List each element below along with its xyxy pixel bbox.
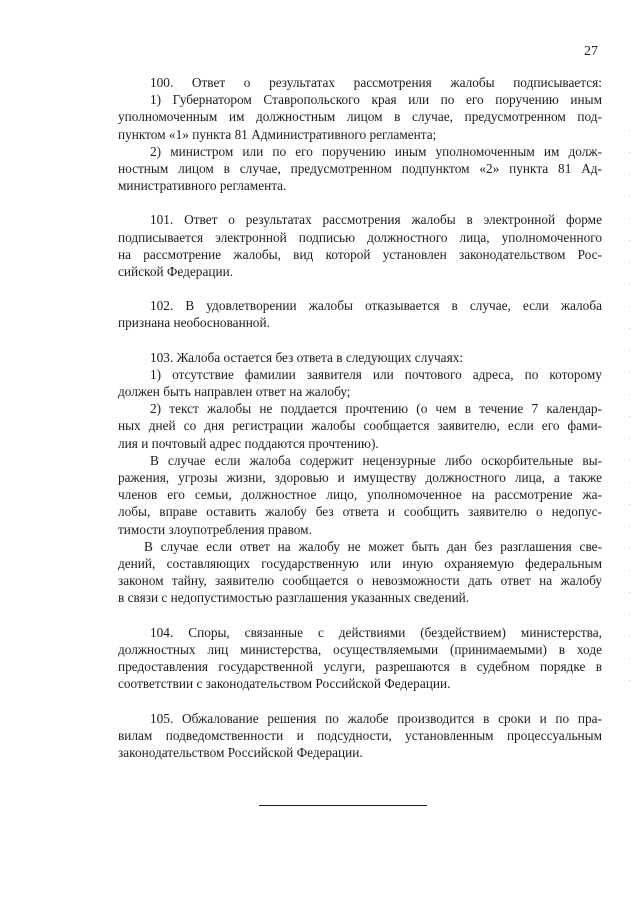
paragraph-line: В случае если ответ на жалобу не может быть дан без разглашения све- [144, 538, 602, 554]
paragraph-103 [118, 349, 602, 607]
paragraph-line: уполномоченным им должностным лицом в случае, предусмотренном под- [118, 109, 602, 125]
paragraph-line: подписывается электронной подписью должностного лица, уполномоченного [118, 229, 602, 245]
paragraph-105 [118, 710, 602, 762]
paragraph-line: лобы, вправе оставить жалобу без ответа и сообщить заявителю о недопус- [118, 504, 602, 520]
paragraph-line: вилам подведомственности и подсудности, установленным процессуальным [118, 727, 602, 743]
paragraph-line: 105. Обжалование решения по жалобе производится в сроки и по пра- [150, 710, 602, 726]
paragraph-104 [118, 624, 602, 693]
paragraph-line: ностным лицом в случае, предусмотренном подпунктом «2» пункта 81 Ад- [118, 161, 602, 177]
paragraph-101 [118, 211, 602, 280]
paragraph-line: 1) Губернатором Ставропольского края или по его поручению иным [150, 92, 602, 108]
paragraph-line: 2) министром или по его поручению иным уполномоченным им долж- [150, 143, 602, 159]
paragraph-line: министративного регламента. [118, 178, 287, 194]
document-body [118, 74, 602, 761]
paragraph-line: предоставления государственной услуги, разрешаются в судебном порядке в [118, 659, 602, 675]
paragraph-line: 101. Ответ о результатах рассмотрения жалобы в электронной форме [150, 212, 602, 228]
paragraph-line: 102. В удовлетворении жалобы отказывается в случае, если жалоба [150, 298, 602, 314]
paragraph-line: лия и почтовый адрес поддаются прочтению). [118, 435, 379, 451]
paragraph-line: 1) отсутствие фамилии заявителя или почтового адреса, по которому [150, 366, 602, 382]
paragraph-100 [118, 74, 602, 194]
paragraph-line: признана необоснованной. [118, 315, 270, 331]
paragraph-line: членов его семьи, должностное лицо, уполномоченное на рассмотрение жа- [118, 487, 602, 503]
paragraph-line: законодательством Российской Федерации. [118, 744, 363, 760]
paragraph-line: тимости злоупотребления правом. [118, 521, 312, 537]
paragraph-line: дений, составляющих государственную или иную охраняемую федеральным [118, 556, 602, 572]
page-number: 27 [584, 44, 598, 59]
paragraph-line: сийской Федерации. [118, 264, 234, 280]
paragraph-line: ражения, угрозы жизни, здоровью и имуществу должностного лица, а также [118, 470, 602, 486]
closing-rule [259, 805, 427, 806]
paragraph-line: ных дней со дня регистрации жалобы сообщается заявителю, если его фами- [118, 418, 602, 434]
paragraph-line: на рассмотрение жалобы, вид которой установлен законодательством Рос- [118, 246, 602, 262]
scan-edge-marks [629, 130, 630, 690]
paragraph-line: 2) текст жалобы не поддается прочтению (о чем в течение 7 календар- [150, 401, 602, 417]
paragraph-line: 104. Споры, связанные с действиями (бездействием) министерства, [150, 624, 602, 640]
paragraph-line: должностных лиц министерства, осуществляемыми (принимаемыми) в ходе [118, 641, 602, 657]
paragraph-line: должен быть направлен ответ на жалобу; [118, 384, 351, 400]
paragraph-line: 100. Ответ о результатах рассмотрения жалобы подписывается: [150, 75, 602, 90]
paragraph-line: В случае если жалоба содержит нецензурные либо оскорбительные вы- [150, 452, 602, 468]
paragraph-line: соответствии с законодательством Российской Федерации. [118, 676, 451, 692]
paragraph-line: пунктом «1» пункта 81 Административного регламента; [118, 126, 437, 142]
paragraph-line: в связи с недопустимостью разглашения указанных сведений. [118, 590, 470, 606]
paragraph-102 [118, 297, 602, 331]
paragraph-line: 103. Жалоба остается без ответа в следующих случаях: [150, 349, 464, 365]
paragraph-line: законом тайну, заявителю сообщается о невозможности дать ответ на жалобу [118, 573, 602, 589]
